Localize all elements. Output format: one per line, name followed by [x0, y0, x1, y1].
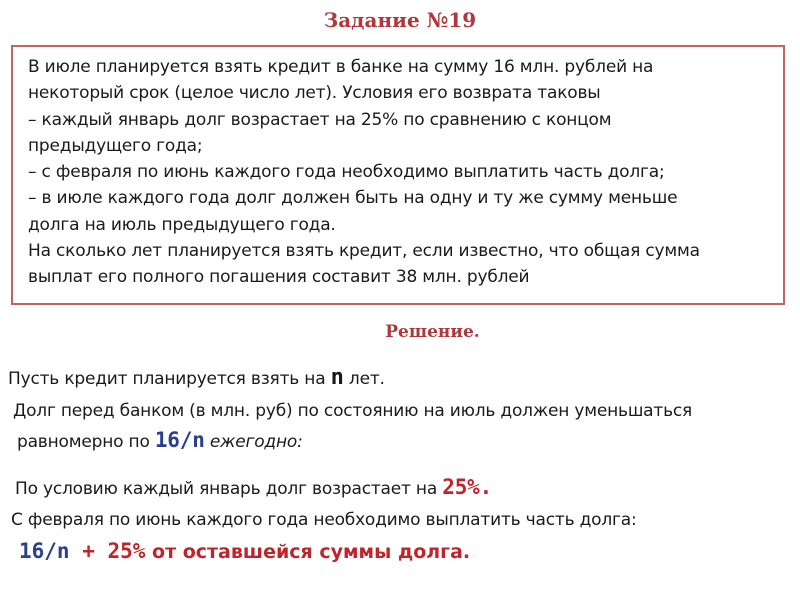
solution-line-5: С февраля по июнь каждого года необходимо выплатить часть долга: — [11, 510, 637, 530]
solution-text: от оставшейся суммы долга. — [145, 541, 471, 563]
problem-line: В июле планируется взять кредит в банке на сумму 16 млн. рублей на — [28, 57, 654, 77]
solution-line-2: Долг перед банком (в млн. руб) по состоянию на июль должен уменьшаться — [13, 401, 693, 421]
solution-conclusion — [19, 539, 470, 563]
problem-line: некоторый срок (целое число лет). Условия его возврата таковы — [28, 83, 601, 104]
problem-statement-box — [11, 45, 785, 305]
problem-line: предыдущего года; — [28, 135, 203, 156]
math-expression: 16/n — [19, 539, 70, 563]
solution-heading: Решение. — [385, 322, 480, 342]
percent-expression: 25%. — [442, 475, 493, 499]
solution-text: ежегодно: — [204, 432, 303, 452]
solution-text: равномерно по — [17, 432, 155, 452]
percent-expression: + 25% — [69, 539, 146, 563]
solution-text: лет. — [343, 369, 385, 389]
solution-line-4 — [15, 475, 492, 499]
math-expression: 16/n — [154, 428, 205, 452]
problem-line: – с февраля по июнь каждого года необходимо выплатить часть долга; — [28, 162, 665, 183]
problem-line: – в июле каждого года долг должен быть на одну и ту же сумму меньше — [28, 188, 678, 209]
variable-n: n — [330, 365, 344, 390]
solution-text: По условию каждый январь долг возрастает на — [15, 479, 443, 499]
problem-line: долга на июль предыдущего года. — [28, 214, 336, 235]
problem-line: выплат его полного погашения составит 38 млн. рублей — [28, 267, 530, 288]
solution-text: Пусть кредит планируется взять на — [8, 369, 331, 389]
problem-line: – каждый январь долг возрастает на 25% по сравнению с концом — [28, 109, 612, 130]
solution-line-3 — [17, 428, 303, 452]
problem-line: На сколько лет планируется взять кредит, если известно, что общая сумма — [28, 241, 700, 262]
solution-line-1 — [8, 365, 385, 390]
page-title: Задание №19 — [323, 8, 477, 32]
